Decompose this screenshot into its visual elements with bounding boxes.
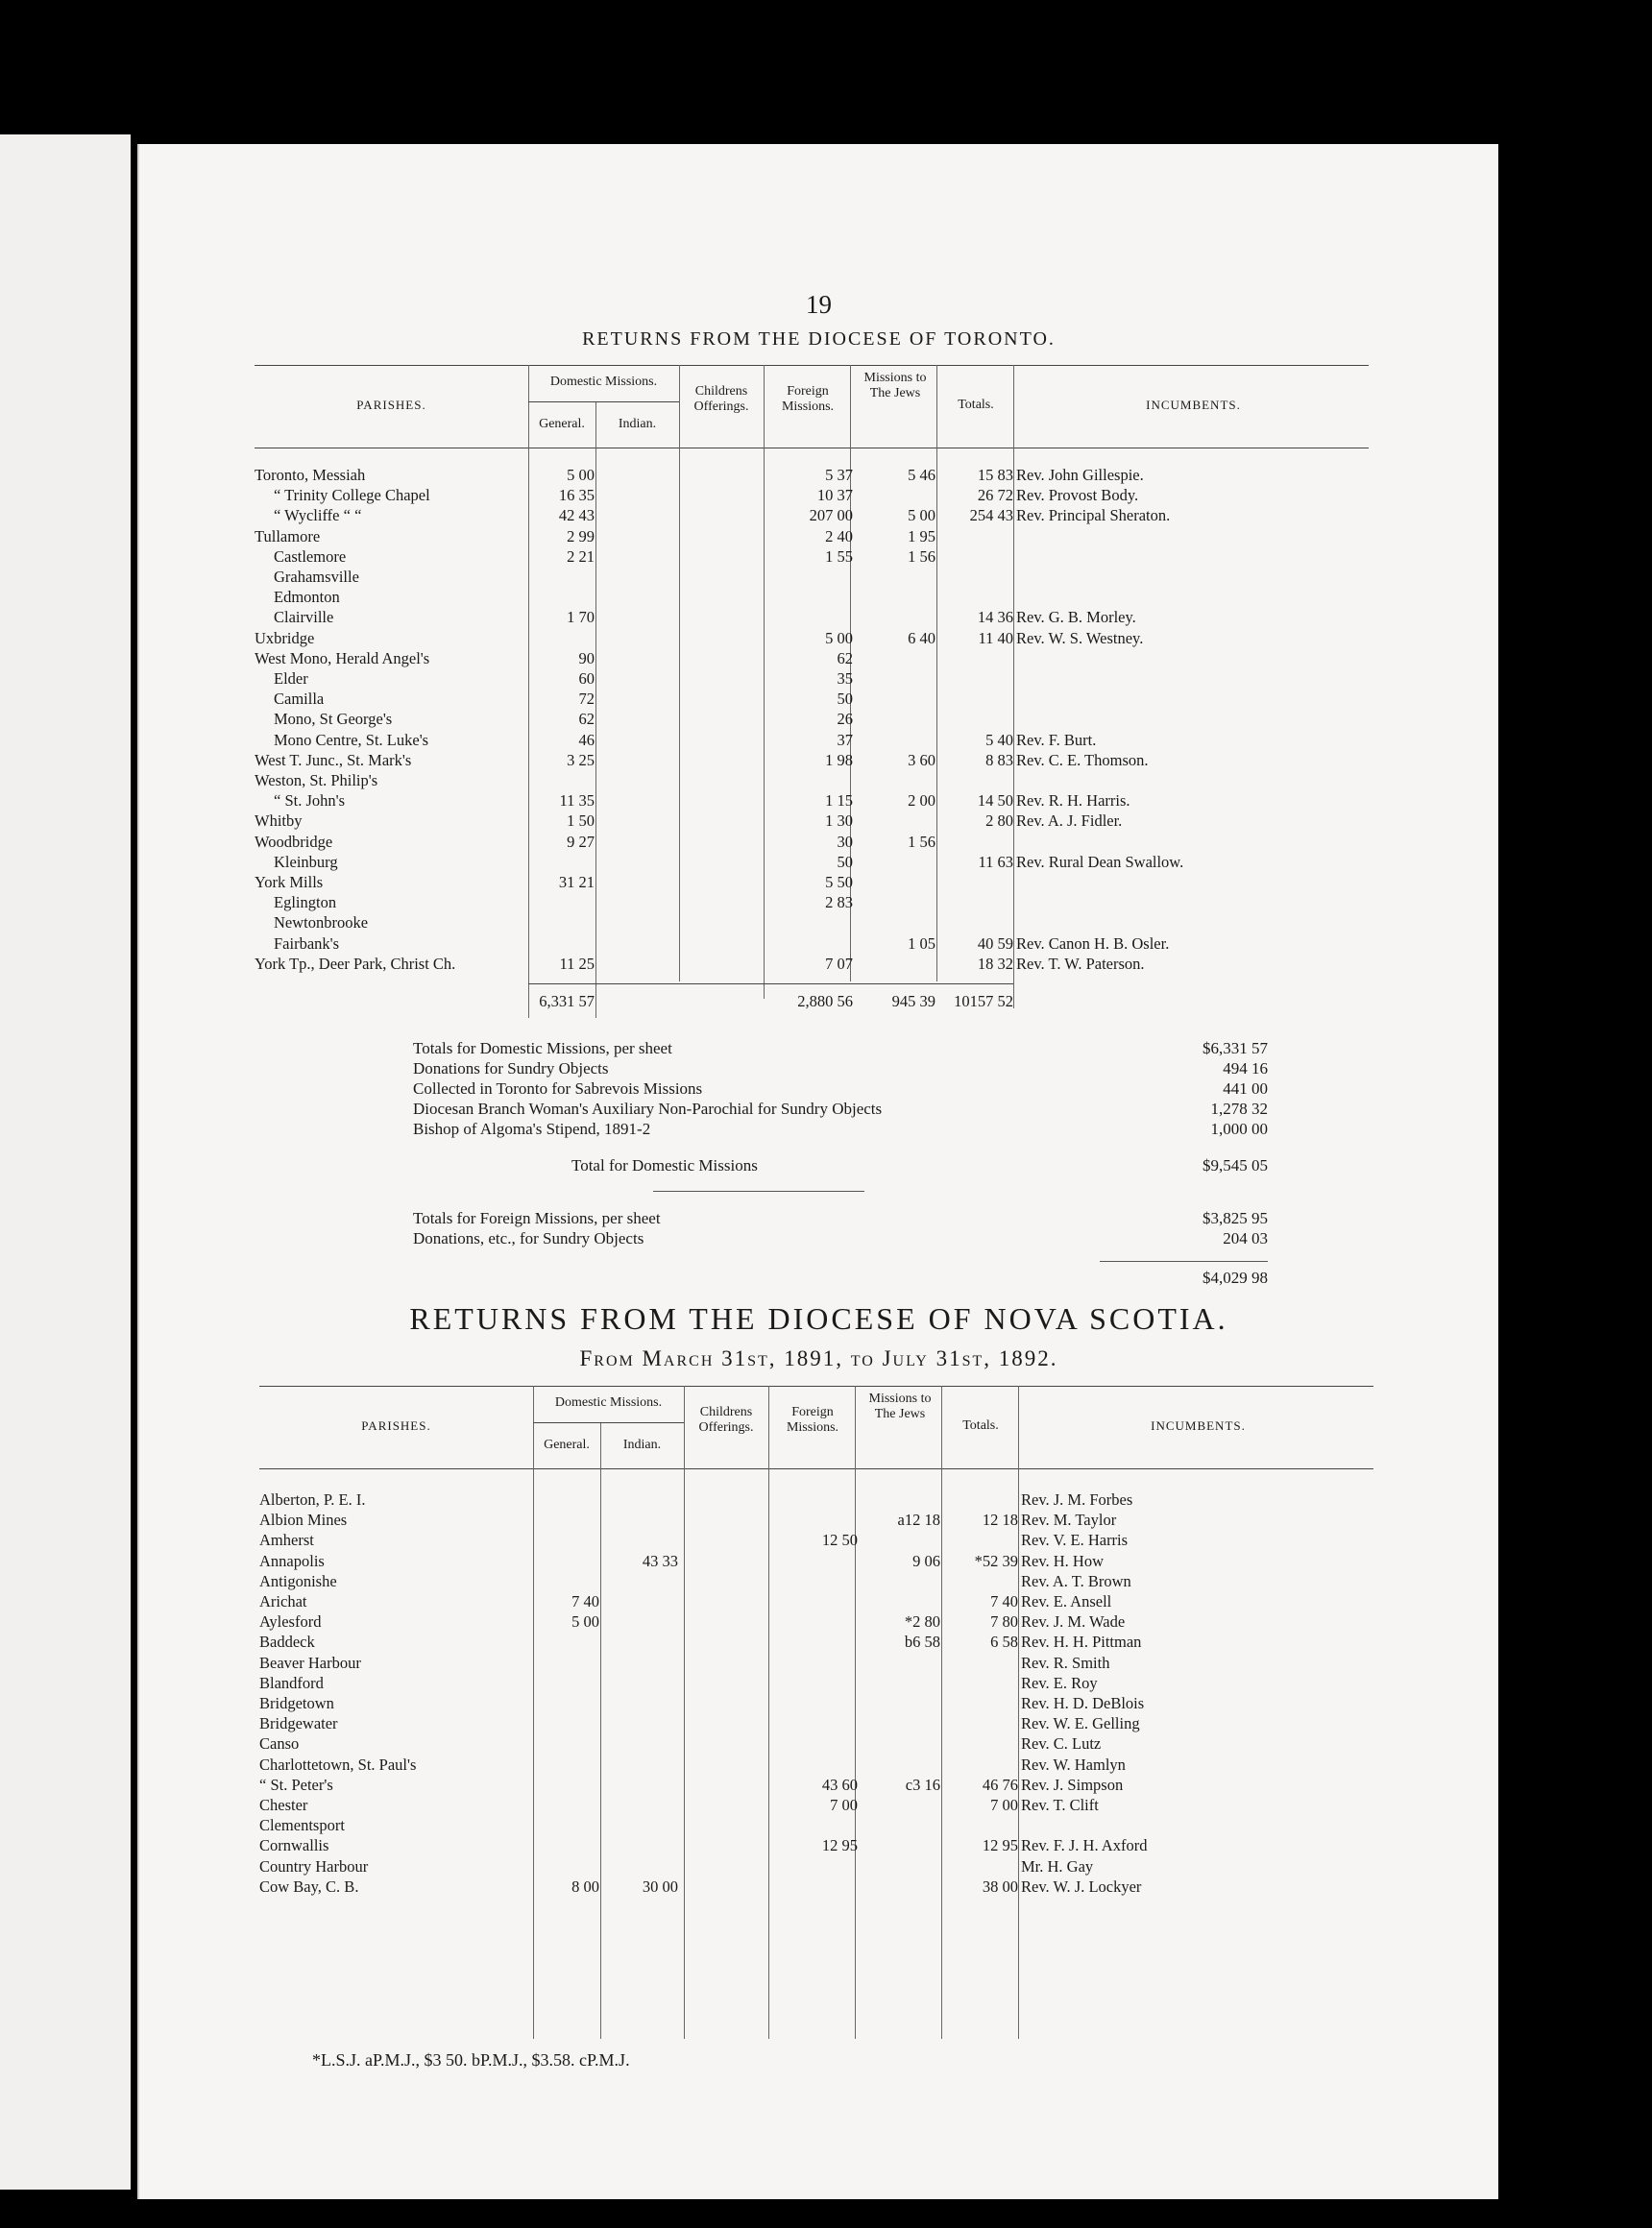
jews-value: 3 60 <box>908 750 935 769</box>
incumbent-name: Rev. C. E. Thomson. <box>1016 750 1149 769</box>
summary-amount: 1,000 00 <box>1210 1120 1268 1138</box>
parish-name: Annapolis <box>259 1551 325 1570</box>
page-number: 19 <box>806 290 832 319</box>
foreign-value: 207 00 <box>809 506 853 525</box>
parish-name: “ Trinity College Chapel <box>274 486 430 505</box>
total-value: 11 40 <box>978 628 1013 647</box>
summary-label: Bishop of Algoma's Stipend, 1891-2 <box>413 1120 651 1138</box>
total-foreign: 2,880 56 <box>797 992 853 1010</box>
toronto-table <box>255 365 1369 1018</box>
parish-name: Beaver Harbour <box>259 1653 361 1672</box>
parish-name: Blandford <box>259 1673 324 1692</box>
incumbent-name: Rev. W. Hamlyn <box>1021 1755 1126 1774</box>
incumbent-name: Rev. Rural Dean Swallow. <box>1016 852 1184 871</box>
total-general: 6,331 57 <box>539 992 595 1010</box>
parish-name: Fairbank's <box>274 933 340 953</box>
ns-col-general: General. <box>544 1438 590 1452</box>
table-row <box>259 1530 1373 1550</box>
col-foreign: Foreign Missions. <box>781 384 835 414</box>
table-row <box>255 892 1369 912</box>
jews-value: 1 05 <box>908 933 935 953</box>
incumbent-name: Rev. W. J. Lockyer <box>1021 1877 1142 1896</box>
incumbent-name: Rev. M. Taylor <box>1021 1511 1117 1530</box>
summary-amount: $6,331 57 <box>1203 1039 1268 1057</box>
table-row <box>259 1632 1373 1652</box>
table-row <box>259 1551 1373 1571</box>
total-value: 8 83 <box>985 750 1013 769</box>
total-value: 46 76 <box>982 1775 1018 1794</box>
table-row <box>255 505 1369 525</box>
table-row <box>255 872 1369 892</box>
table-row <box>255 689 1369 709</box>
total-value: 26 72 <box>977 486 1013 505</box>
total-value: 7 40 <box>990 1592 1018 1610</box>
general-value: 16 35 <box>558 486 595 505</box>
foreign-value: 30 <box>837 832 853 851</box>
foreign-value: 5 50 <box>825 873 853 891</box>
parish-name: Chester <box>259 1796 308 1814</box>
incumbent-name: Rev. V. E. Harris <box>1021 1531 1129 1550</box>
col-domestic: Domestic Missions. <box>549 375 658 389</box>
summary-amount: 494 16 <box>1223 1059 1268 1078</box>
jews-value: 1 56 <box>908 546 935 566</box>
parish-name: Castlemore <box>274 546 347 566</box>
total-value: 12 95 <box>982 1836 1018 1855</box>
incumbent-name: Rev. F. J. H. Axford <box>1021 1836 1148 1855</box>
general-value: 5 00 <box>571 1612 599 1632</box>
parish-name: Weston, St. Philip's <box>255 771 378 789</box>
incumbent-name: Rev. E. Roy <box>1021 1673 1098 1692</box>
incumbent-name: Rev. W. E. Gelling <box>1021 1714 1140 1733</box>
foreign-value: 1 30 <box>825 811 853 831</box>
table-row <box>255 912 1369 932</box>
foreign-value: 1 98 <box>825 750 853 769</box>
parish-name: Baddeck <box>259 1633 315 1652</box>
parish-name: “ St. Peter's <box>259 1775 333 1794</box>
table-row <box>259 1877 1373 1897</box>
foreign-value: 1 55 <box>825 546 853 566</box>
total-value: 14 36 <box>977 608 1013 627</box>
jews-value: *2 80 <box>904 1612 940 1632</box>
total-value: 38 00 <box>982 1877 1018 1896</box>
table-row <box>259 1489 1373 1510</box>
incumbent-name: Rev. John Gillespie. <box>1016 466 1144 484</box>
table-row <box>255 648 1369 668</box>
incumbent-name: Rev. A. J. Fidler. <box>1016 811 1123 831</box>
parish-name: Amherst <box>259 1531 314 1550</box>
table-row <box>259 1653 1373 1673</box>
parish-name: Eglington <box>274 893 337 912</box>
table-row <box>255 668 1369 689</box>
summary-line <box>413 1119 1268 1139</box>
general-value: 3 25 <box>567 750 595 769</box>
summary-line <box>413 1078 1268 1099</box>
foreign-value: 26 <box>837 710 853 729</box>
foreign-value: 2 83 <box>825 893 853 912</box>
incumbent-name: Rev. R. H. Harris. <box>1016 791 1130 811</box>
total-value: 18 32 <box>977 954 1013 973</box>
incumbent-name: Rev. C. Lutz <box>1021 1734 1102 1754</box>
foreign-value: 10 37 <box>816 486 853 505</box>
incumbent-name: Rev. H. How <box>1021 1551 1105 1570</box>
foreign-value: 7 07 <box>825 954 853 973</box>
toronto-column-totals <box>255 991 1369 1011</box>
incumbent-name: Rev. T. W. Paterson. <box>1016 954 1145 973</box>
total-domestic-line <box>413 1155 1268 1175</box>
foreign-value: 12 95 <box>821 1836 858 1855</box>
foreign-value: 7 00 <box>830 1796 858 1814</box>
total-domestic-label: Total for Domestic Missions <box>571 1156 758 1175</box>
parish-name: Country Harbour <box>259 1856 369 1876</box>
parish-name: Bridgetown <box>259 1694 334 1712</box>
summary-line <box>413 1058 1268 1078</box>
table-row <box>259 1835 1373 1855</box>
parish-name: Charlottetown, St. Paul's <box>259 1755 417 1774</box>
general-value: 42 43 <box>558 506 595 525</box>
total-jews: 945 39 <box>891 992 935 1010</box>
table-row <box>255 465 1369 485</box>
jews-value: 5 46 <box>908 466 935 484</box>
foreign-value: 50 <box>837 852 853 871</box>
summary-label: Diocesan Branch Woman's Auxiliary Non-Parochial for Sundry Objects <box>413 1100 883 1118</box>
parish-name: Bridgewater <box>259 1714 338 1733</box>
incumbent-name: Rev. T. Clift <box>1021 1796 1099 1814</box>
table-row <box>259 1713 1373 1733</box>
incumbent-name: Rev. G. B. Morley. <box>1016 608 1136 627</box>
total-value: 14 50 <box>977 791 1013 811</box>
general-value: 7 40 <box>571 1592 599 1610</box>
parish-name: “ Wycliffe “ “ <box>274 506 362 525</box>
document-page <box>137 144 1498 2199</box>
table-row <box>255 607 1369 627</box>
foreign-value: 62 <box>837 648 853 667</box>
parish-name: Albion Mines <box>259 1511 348 1530</box>
table-row <box>255 811 1369 831</box>
ns-col-indian: Indian. <box>622 1438 662 1452</box>
table-row <box>255 730 1369 750</box>
general-value: 1 70 <box>567 608 595 627</box>
table-row <box>259 1591 1373 1611</box>
col-indian: Indian. <box>618 417 657 431</box>
foreign-value: 43 60 <box>821 1775 858 1794</box>
parish-name: Antigonishe <box>259 1571 337 1590</box>
col-incumbents: INCUMBENTS. <box>1146 398 1241 412</box>
indian-value: 30 00 <box>642 1877 678 1896</box>
foreign-value: 5 37 <box>825 466 853 484</box>
parish-name: Arichat <box>259 1592 307 1610</box>
foreign-value: 5 00 <box>825 628 853 647</box>
parish-name: Whitby <box>255 811 303 831</box>
nova-scotia-title: RETURNS FROM THE DIOCESE OF NOVA SCOTIA. <box>409 1301 1228 1336</box>
incumbent-name: Rev. J. Simpson <box>1021 1775 1124 1794</box>
general-value: 90 <box>578 648 595 667</box>
table-row <box>259 1673 1373 1693</box>
total-value: *52 39 <box>974 1551 1018 1570</box>
parish-name: Camilla <box>274 690 325 709</box>
parish-name: Uxbridge <box>255 628 315 647</box>
parish-name: Cornwallis <box>259 1836 329 1855</box>
table-row <box>255 790 1369 811</box>
table-row <box>259 1775 1373 1795</box>
parish-name: Toronto, Messiah <box>255 466 366 484</box>
table-row <box>255 628 1369 648</box>
col-parishes: PARISHES. <box>356 398 426 412</box>
parish-name: Clementsport <box>259 1816 345 1835</box>
total-value: 12 18 <box>982 1511 1018 1530</box>
incumbent-name: Rev. R. Smith <box>1021 1653 1110 1672</box>
jews-value: 5 00 <box>908 506 935 525</box>
incumbent-name: Rev. H. D. DeBlois <box>1021 1694 1145 1712</box>
ns-col-parishes: PARISHES. <box>361 1418 431 1433</box>
ns-col-jews: Missions to The Jews <box>868 1392 932 1421</box>
incumbent-name: Rev. Principal Sheraton. <box>1016 506 1171 525</box>
table-row <box>255 954 1369 974</box>
table-row <box>259 1795 1373 1815</box>
general-value: 11 25 <box>559 954 595 973</box>
parish-name: Woodbridge <box>255 832 333 851</box>
foreign-value: 2 40 <box>825 526 853 545</box>
parish-name: Newtonbrooke <box>274 913 369 932</box>
total-value: 6 58 <box>990 1633 1018 1652</box>
general-value: 46 <box>578 730 595 749</box>
total-value: 15 83 <box>977 466 1013 484</box>
general-value: 31 21 <box>558 873 595 891</box>
total-value: 7 00 <box>990 1796 1018 1814</box>
table-row <box>259 1755 1373 1775</box>
foreign-value: 37 <box>837 730 853 749</box>
table-row <box>255 852 1369 872</box>
summary-line <box>413 1099 1268 1119</box>
total-value: 7 80 <box>990 1612 1018 1632</box>
table-row <box>259 1856 1373 1877</box>
indian-value: 43 33 <box>642 1551 678 1570</box>
table-row <box>255 526 1369 546</box>
general-value: 60 <box>578 669 595 688</box>
nova-scotia-subtitle: From March 31st, 1891, to July 31st, 1892. <box>579 1346 1058 1370</box>
total-value: 5 40 <box>985 730 1013 749</box>
col-childrens: Childrens Offerings. <box>693 384 749 414</box>
incumbent-name: Rev. Provost Body. <box>1016 486 1139 505</box>
summary-label: Donations, etc., for Sundry Objects <box>413 1229 644 1247</box>
general-value: 62 <box>578 710 595 729</box>
table-row <box>259 1693 1373 1713</box>
parish-name: Edmonton <box>274 588 340 607</box>
incumbent-name: Rev. J. M. Wade <box>1021 1612 1126 1632</box>
table-row <box>259 1611 1373 1632</box>
general-value: 5 00 <box>567 466 595 484</box>
summary-amount: 1,278 32 <box>1210 1100 1268 1118</box>
general-value: 9 27 <box>567 832 595 851</box>
parish-name: Mono Centre, St. Luke's <box>274 730 429 749</box>
total-all: 10157 52 <box>954 992 1013 1010</box>
incumbent-name: Rev. A. T. Brown <box>1021 1571 1131 1590</box>
table-row <box>255 750 1369 770</box>
incumbent-name: Rev. W. S. Westney. <box>1016 628 1144 647</box>
table-row <box>259 1733 1373 1754</box>
parish-name: Elder <box>274 669 308 688</box>
general-value: 1 50 <box>567 811 595 831</box>
jews-value: 6 40 <box>908 628 935 647</box>
nova-scotia-table <box>259 1386 1373 2039</box>
foreign-value: 1 15 <box>825 791 853 811</box>
incumbent-name: Rev. E. Ansell <box>1021 1592 1112 1610</box>
parish-name: Grahamsville <box>274 568 359 586</box>
col-general: General. <box>539 417 585 431</box>
parish-name: Mono, St George's <box>274 710 393 729</box>
summary-amount: 204 03 <box>1223 1229 1268 1247</box>
jews-value: a12 18 <box>897 1511 940 1530</box>
col-jews: Missions to The Jews <box>863 371 927 400</box>
parish-name: Canso <box>259 1734 300 1754</box>
table-row <box>255 587 1369 607</box>
parish-name: Clairville <box>274 608 334 627</box>
table-row <box>259 1815 1373 1835</box>
total-value: 2 80 <box>985 811 1013 831</box>
ns-col-incumbents: INCUMBENTS. <box>1151 1418 1246 1433</box>
jews-value: 1 95 <box>908 526 935 545</box>
ns-col-foreign: Foreign Missions. <box>786 1405 839 1435</box>
general-value: 72 <box>578 690 595 709</box>
jews-value: b6 58 <box>904 1633 940 1652</box>
general-value: 8 00 <box>571 1877 599 1896</box>
ns-col-totals: Totals. <box>962 1418 999 1433</box>
general-value: 2 99 <box>567 526 595 545</box>
col-totals: Totals. <box>958 398 994 412</box>
summary-label: Totals for Foreign Missions, per sheet <box>413 1209 661 1227</box>
ns-col-childrens: Childrens Offerings. <box>698 1405 754 1435</box>
summary-line <box>413 1208 1268 1228</box>
table-row <box>255 546 1369 567</box>
total-value: 254 43 <box>969 506 1013 525</box>
summary-line <box>413 1228 1268 1248</box>
foreign-value: 35 <box>837 669 853 688</box>
table-row <box>255 709 1369 729</box>
table-row <box>255 933 1369 954</box>
facing-page-edge <box>0 134 131 2190</box>
incumbent-name: Mr. H. Gay <box>1021 1856 1094 1876</box>
jews-value: 2 00 <box>908 791 935 811</box>
incumbent-name: Rev. H. H. Pittman <box>1021 1633 1142 1652</box>
summary-line <box>413 1038 1268 1058</box>
parish-name: Cow Bay, C. B. <box>259 1877 359 1896</box>
table-row <box>255 770 1369 790</box>
table-row <box>259 1510 1373 1530</box>
table-row <box>255 485 1369 505</box>
jews-value: 1 56 <box>908 832 935 851</box>
summary-label: Donations for Sundry Objects <box>413 1059 609 1078</box>
parish-name: Tullamore <box>255 526 321 545</box>
parish-name: Kleinburg <box>274 852 338 871</box>
incumbent-name: Rev. Canon H. B. Osler. <box>1016 933 1170 953</box>
parish-name: York Tp., Deer Park, Christ Ch. <box>255 954 456 973</box>
parish-name: West T. Junc., St. Mark's <box>255 750 412 769</box>
jews-value: 9 06 <box>912 1551 940 1570</box>
ns-col-domestic: Domestic Missions. <box>554 1395 663 1410</box>
summary-amount: $3,825 95 <box>1203 1209 1268 1227</box>
foreign-value: 50 <box>837 690 853 709</box>
general-value: 2 21 <box>567 546 595 566</box>
total-domestic-amount: $9,545 05 <box>1203 1156 1268 1175</box>
parish-name: York Mills <box>255 873 324 891</box>
summary-label: Collected in Toronto for Sabrevois Missions <box>413 1079 703 1098</box>
summary-label: Totals for Domestic Missions, per sheet <box>413 1039 672 1057</box>
incumbent-name: Rev. F. Burt. <box>1016 730 1097 749</box>
total-foreign-line <box>413 1268 1268 1288</box>
parish-name: “ St. John's <box>274 791 346 811</box>
parish-name: Alberton, P. E. I. <box>259 1490 366 1509</box>
table-row <box>255 832 1369 852</box>
total-value: 11 63 <box>978 852 1013 871</box>
footnote: *L.S.J. aP.M.J., $3 50. bP.M.J., $3.58. cP.M.J. <box>312 2050 630 2070</box>
total-foreign-amount: $4,029 98 <box>1203 1269 1268 1287</box>
parish-name: West Mono, Herald Angel's <box>255 648 430 667</box>
jews-value: c3 16 <box>905 1775 940 1794</box>
parish-name: Aylesford <box>259 1612 322 1632</box>
general-value: 11 35 <box>559 791 595 811</box>
toronto-title: RETURNS FROM THE DIOCESE OF TORONTO. <box>582 328 1056 350</box>
incumbent-name: Rev. J. M. Forbes <box>1021 1490 1133 1509</box>
total-value: 40 59 <box>977 933 1013 953</box>
foreign-value: 12 50 <box>821 1531 858 1550</box>
table-row <box>255 567 1369 587</box>
summary-amount: 441 00 <box>1223 1079 1268 1098</box>
table-row <box>259 1571 1373 1591</box>
